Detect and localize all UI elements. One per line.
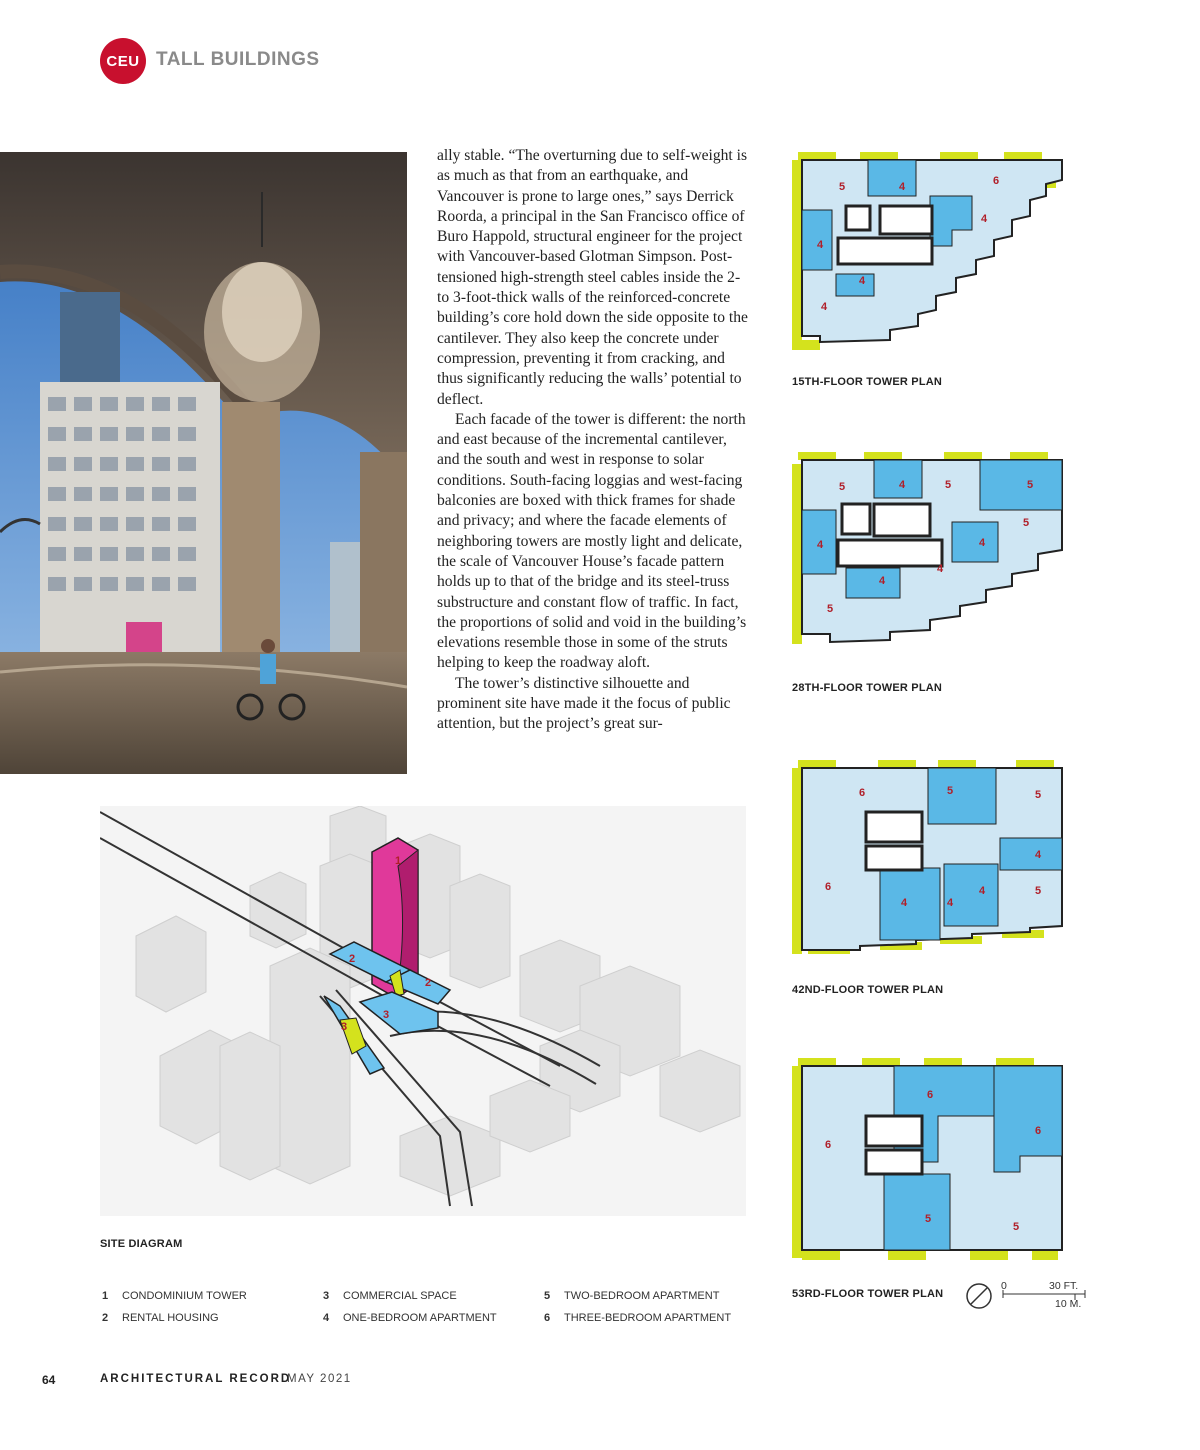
legend-label: COMMERCIAL SPACE [343, 1290, 457, 1302]
unit-label: 5 [1034, 885, 1042, 897]
unit-label: 4 [946, 897, 954, 909]
unit-label: 4 [978, 537, 986, 549]
unit-label: 5 [838, 181, 846, 193]
street-photo [0, 152, 407, 774]
unit-label: 6 [858, 787, 866, 799]
unit-label: 5 [1012, 1221, 1020, 1233]
legend-item [323, 1312, 497, 1324]
unit-label: 5 [924, 1213, 932, 1225]
scale-meters: 10 M. [1055, 1298, 1082, 1310]
unit-label: 5 [1026, 479, 1034, 491]
legend-number: 6 [544, 1312, 551, 1324]
unit-label: 4 [816, 539, 824, 551]
unit-label: 4 [980, 213, 988, 225]
paragraph: The tower’s distinctive silhouette and prominent site have made it the focus of public attention, but the project’s great sur- [437, 674, 731, 733]
unit-label: 4 [816, 239, 824, 251]
page-number: 64 [42, 1373, 56, 1387]
scale-zero: 0 [1001, 1280, 1007, 1292]
paragraph: Each facade of the tower is different: the north and east because of the incremental cantilever, and the south and west in response to solar conditions. South-facing loggias and west-facing balconies are boxed with thick frames for shade and privacy; and where the facade elements of neighboring towers are mostly light and delicate, the scale of Vancouver House’s facade pattern holds up to that of the bridge and its steel-truss substructure and constant flow of traffic. In fact, the proportions of solid and void in the building’s elevations resemble those in some of the struts helping to keep the roadway aloft. [437, 410, 747, 672]
legend-item [102, 1290, 247, 1302]
unit-label: 6 [926, 1089, 934, 1101]
unit-label: 6 [992, 175, 1000, 187]
issue-date: MAY 2021 [287, 1373, 352, 1385]
unit-label: 5 [1022, 517, 1030, 529]
unit-label: 5 [946, 785, 954, 797]
unit-label: 5 [944, 479, 952, 491]
scale-bar [965, 1278, 1095, 1318]
unit-label: 4 [936, 563, 944, 575]
legend-number: 2 [102, 1312, 109, 1324]
site-label-2b: 2 [424, 977, 432, 989]
unit-label: 4 [858, 275, 866, 287]
magazine-name: ARCHITECTURAL RECORD [100, 1373, 292, 1385]
legend-item [102, 1312, 219, 1324]
scale-feet: 30 FT. [1049, 1280, 1079, 1292]
site-label-3b: 3 [340, 1021, 348, 1033]
floor-plan-42 [790, 758, 1066, 960]
unit-label: 5 [1034, 789, 1042, 801]
plan-caption-42: 42ND-FLOOR TOWER PLAN [792, 984, 944, 996]
site-diagram-caption: SITE DIAGRAM [100, 1238, 183, 1250]
unit-label: 6 [824, 1139, 832, 1151]
unit-label: 4 [898, 479, 906, 491]
legend-item [544, 1312, 731, 1324]
section-title: TALL BUILDINGS [156, 49, 320, 70]
unit-label: 5 [838, 481, 846, 493]
site-label-3: 3 [382, 1009, 390, 1021]
unit-label: 4 [898, 181, 906, 193]
article-body [437, 146, 749, 735]
legend-number: 1 [102, 1290, 109, 1302]
site-label-2: 2 [348, 953, 356, 965]
unit-label: 4 [900, 897, 908, 909]
site-label-1: 1 [394, 855, 402, 867]
unit-label: 4 [820, 301, 828, 313]
legend-label: CONDOMINIUM TOWER [122, 1290, 247, 1302]
unit-label: 6 [824, 881, 832, 893]
site-diagram-drawing [100, 806, 746, 1216]
floor-plan-28 [790, 450, 1066, 650]
unit-label: 4 [978, 885, 986, 897]
legend-label: RENTAL HOUSING [122, 1312, 219, 1324]
legend-label: TWO-BEDROOM APARTMENT [564, 1290, 720, 1302]
legend-item [323, 1290, 457, 1302]
legend-number: 3 [323, 1290, 330, 1302]
unit-label: 6 [1034, 1125, 1042, 1137]
legend-number: 5 [544, 1290, 551, 1302]
unit-label: 5 [826, 603, 834, 615]
floor-plan-15 [790, 150, 1066, 355]
legend-label: ONE-BEDROOM APARTMENT [343, 1312, 497, 1324]
ceu-badge: CEU [100, 38, 146, 84]
unit-label: 4 [1034, 849, 1042, 861]
bridge-underside-photo [0, 152, 407, 774]
floor-plan-53 [790, 1056, 1066, 1264]
plan-caption-28: 28TH-FLOOR TOWER PLAN [792, 682, 943, 694]
legend-label: THREE-BEDROOM APARTMENT [564, 1312, 732, 1324]
legend-number: 4 [323, 1312, 330, 1324]
legend-item [544, 1290, 719, 1302]
site-diagram [100, 806, 746, 1216]
paragraph: ally stable. “The overturning due to self-weight is as much as that from an earthquake, and Vancouver is prone to large ones,” says Derrick Roorda, a principal in the San Francisco office of Buro Happold, structural engineer for the project with Vancouver-based Glotman Simpson. Post-tensioned high-strength steel cables inside the 2- to 3-foot-thick walls of the reinforced-concrete building’s core hold down the side opposite to the cantilever. They also keep the concrete under compression, preventing it from cracking, and thus significantly reducing the walls’ potential to deflect. [437, 147, 748, 408]
plan-caption-15: 15TH-FLOOR TOWER PLAN [792, 376, 943, 388]
plan-caption-53: 53RD-FLOOR TOWER PLAN [792, 1288, 944, 1300]
unit-label: 4 [878, 575, 886, 587]
